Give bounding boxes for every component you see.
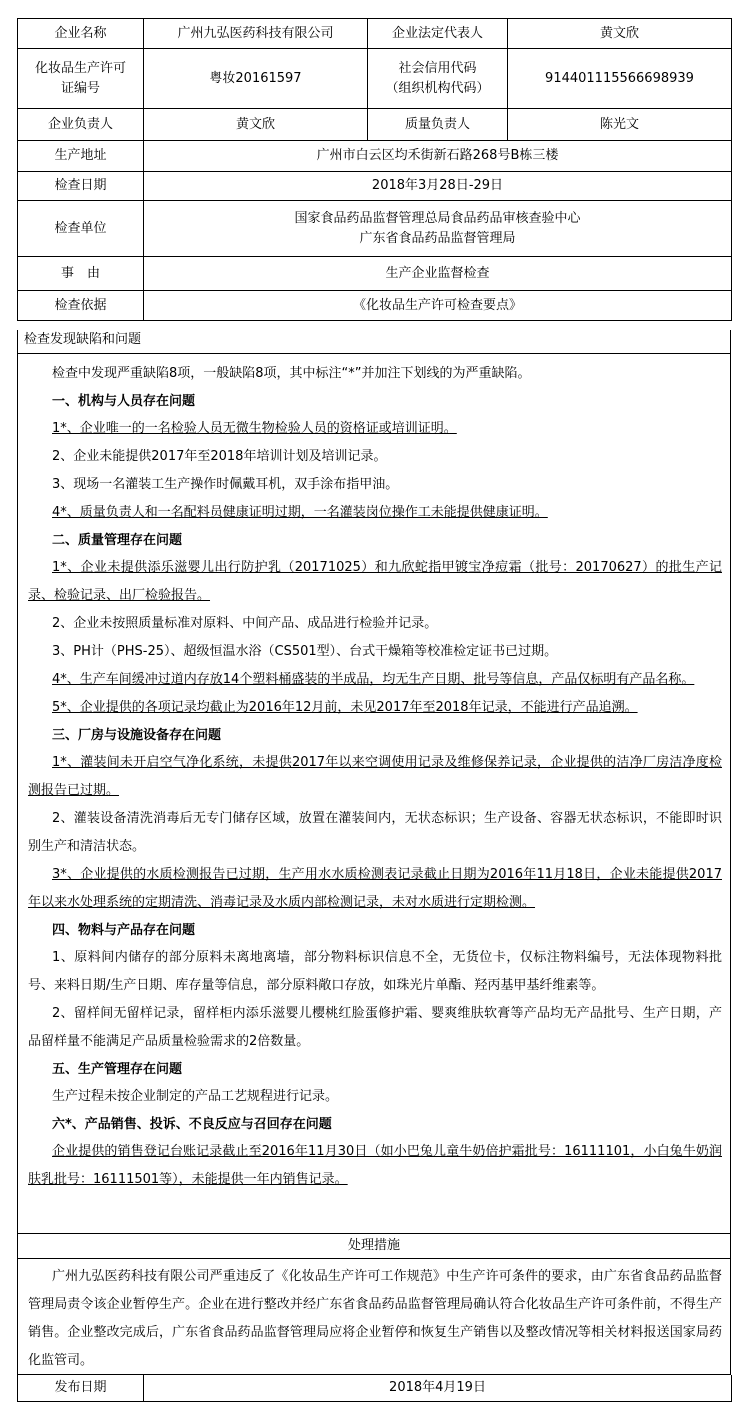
findings-intro: 检查中发现严重缺陷8项，一般缺陷8项，其中标注“*”并加注下划线的为严重缺陷。 xyxy=(52,366,531,381)
finding-4-2: 2、留样间无留样记录，留样柜内添乐滋婴儿樱桃红脸蛋修护霜、婴爽维肤软膏等产品均无产品批号、生产日期，产品留样量不能满足产品质量检验需求的2倍数量。 xyxy=(28,1006,722,1049)
row-date xyxy=(18,172,732,201)
row-matter xyxy=(18,257,732,291)
credit-code-value: 914401115566698939 xyxy=(508,49,732,109)
responsible-value: 黄文欣 xyxy=(144,109,368,141)
quality-value: 陈光文 xyxy=(508,109,732,141)
findings-header: 检查发现缺陷和问题 xyxy=(17,330,731,354)
license-label-line-1: 化妆品生产许可 xyxy=(34,60,126,76)
section-5-heading: 五、生产管理存在问题 xyxy=(52,1062,183,1077)
inspection-unit-value xyxy=(144,201,732,257)
finding-1-2: 2、企业未能提供2017年至2018年培训计划及培训记录。 xyxy=(52,449,387,464)
finding-2-1-text: 1*、企业未提供添乐滋婴儿出行防护乳（20171025）和九欣蛇指甲镀宝净痘霜（批号：20170627）的批生产记录、检验记录、出厂检验报告。 xyxy=(28,560,722,603)
finding-2-3: 3、PH计（PHS-25）、超级恒温水浴（CS501型）、台式干燥箱等校准检定证书已过期。 xyxy=(52,644,558,659)
row-company xyxy=(18,19,732,49)
credit-label-line-1: 社会信用代码 xyxy=(398,60,477,76)
address-label: 生产地址 xyxy=(18,141,144,172)
legal-rep-label: 企业法定代表人 xyxy=(368,19,508,49)
finding-3-3 xyxy=(18,861,730,917)
legal-rep-value: 黄文欣 xyxy=(508,19,732,49)
measures-content xyxy=(17,1259,731,1375)
finding-5-1: 生产过程未按企业制定的产品工艺规程进行记录。 xyxy=(52,1089,339,1104)
publish-date-label: 发布日期 xyxy=(18,1375,144,1401)
finding-1-4-text: 4*、质量负责人和一名配料员健康证明过期，一名灌装岗位操作工未能提供健康证明。 xyxy=(52,505,548,520)
finding-1-4 xyxy=(18,499,730,527)
finding-2-2: 2、企业未按照质量标准对原料、中间产品、成品进行检验并记录。 xyxy=(52,616,438,631)
finding-2-4-text: 4*、生产车间缓冲过道内存放14个塑料桶盛装的半成品，均无生产日期、批号等信息，产品仅标明有产品名称。 xyxy=(52,672,695,687)
section-1-heading: 一、机构与人员存在问题 xyxy=(52,394,196,409)
basis-label: 检查依据 xyxy=(18,291,144,321)
license-no-value: 粤妆20161597 xyxy=(144,49,368,109)
finding-3-2: 2、灌装设备清洗消毒后无专门储存区域，放置在灌装间内，无状态标识；生产设备、容器无状态标识，不能即时识别生产和清洁状态。 xyxy=(28,811,722,854)
finding-1-3: 3、现场一名灌装工生产操作时佩戴耳机，双手涂布指甲油。 xyxy=(52,477,399,492)
row-unit xyxy=(18,201,732,257)
company-name-value: 广州九弘医药科技有限公司 xyxy=(144,19,368,49)
inspection-date-label: 检查日期 xyxy=(18,172,144,201)
row-address xyxy=(18,141,732,172)
section-6-heading: 六*、产品销售、投诉、不良反应与召回存在问题 xyxy=(52,1117,332,1132)
responsible-label: 企业负责人 xyxy=(18,109,144,141)
company-name-label: 企业名称 xyxy=(18,19,144,49)
finding-2-4 xyxy=(18,666,730,694)
inspection-unit-line-2: 广东省食品药品监督管理局 xyxy=(359,230,516,246)
license-no-label xyxy=(18,49,144,109)
publish-table xyxy=(17,1375,732,1402)
finding-2-1 xyxy=(18,554,730,610)
row-license xyxy=(18,49,732,109)
address-value: 广州市白云区均禾街新石路268号B栋三楼 xyxy=(144,141,732,172)
row-responsible xyxy=(18,109,732,141)
credit-code-label xyxy=(368,49,508,109)
credit-label-line-2: （组织机构代码） xyxy=(385,80,490,96)
finding-6-1-text: 企业提供的销售登记台账记录截止至2016年11月30日（如小巴兔儿童牛奶倍护霜批号：16111101，小白兔牛奶润肤乳批号：16111501等），未能提供一年内销售记录。 xyxy=(28,1144,722,1187)
finding-2-5-text: 5*、企业提供的各项记录均截止为2016年12月前，未见2017年至2018年记录，不能进行产品追溯。 xyxy=(52,700,638,715)
quality-label: 质量负责人 xyxy=(368,109,508,141)
section-3-heading: 三、厂房与设施设备存在问题 xyxy=(52,728,222,743)
findings-content xyxy=(17,354,731,1234)
inspection-unit-line-1: 国家食品药品监督管理总局食品药品审核查验中心 xyxy=(294,210,581,226)
finding-3-1 xyxy=(18,749,730,805)
finding-3-3-text: 3*、企业提供的水质检测报告已过期，生产用水水质检测表记录截止日期为2016年11月18日，企业未能提供2017年以来水处理系统的定期清洗、消毒记录及水质内部检测记录，未对水质进行定期检测。 xyxy=(28,867,722,910)
measures-header: 处理措施 xyxy=(17,1234,731,1259)
matter-value: 生产企业监督检查 xyxy=(144,257,732,291)
finding-1-1-text: 1*、企业唯一的一名检验人员无微生物检验人员的资格证或培训证明。 xyxy=(52,421,457,436)
finding-6-1 xyxy=(18,1138,730,1194)
license-label-line-2: 证编号 xyxy=(60,80,100,96)
finding-1-1 xyxy=(18,415,730,443)
basis-value: 《化妆品生产许可检查要点》 xyxy=(144,291,732,321)
enterprise-info-table xyxy=(17,18,732,321)
inspection-unit-label: 检查单位 xyxy=(18,201,144,257)
matter-label: 事 由 xyxy=(18,257,144,291)
row-publish xyxy=(18,1375,732,1401)
finding-3-1-text: 1*、灌装间未开启空气净化系统，未提供2017年以来空调使用记录及维修保养记录，企业提供的洁净厂房洁净度检测报告已过期。 xyxy=(28,755,722,798)
finding-4-1: 1、原料间内储存的部分原料未离地离墙，部分物料标识信息不全，无货位卡，仅标注物料编号，无法体现物料批号、来料日期/生产日期、库存量等信息，部分原料敞口存放，如珠光片单酯、羟丙基甲基纤维素等。 xyxy=(28,950,722,993)
row-basis xyxy=(18,291,732,321)
section-4-heading: 四、物料与产品存在问题 xyxy=(52,923,196,938)
measures-text: 广州九弘医药科技有限公司严重违反了《化妆品生产许可工作规范》中生产许可条件的要求，由广东省食品药品监督管理局责令该企业暂停生产。企业在进行整改并经广东省食品药品监督管理局确认符合化妆品生产许可条件前，不得生产销售。企业整改完成后，广东省食品药品监督管理局应将企业暂停和恢复生产销售以及整改情况等相关材料报送国家局药化监管司。 xyxy=(28,1269,722,1368)
inspection-date-value: 2018年3月28日-29日 xyxy=(144,172,732,201)
section-2-heading: 二、质量管理存在问题 xyxy=(52,533,183,548)
finding-2-5 xyxy=(18,694,730,722)
publish-date-value: 2018年4月19日 xyxy=(144,1375,732,1401)
